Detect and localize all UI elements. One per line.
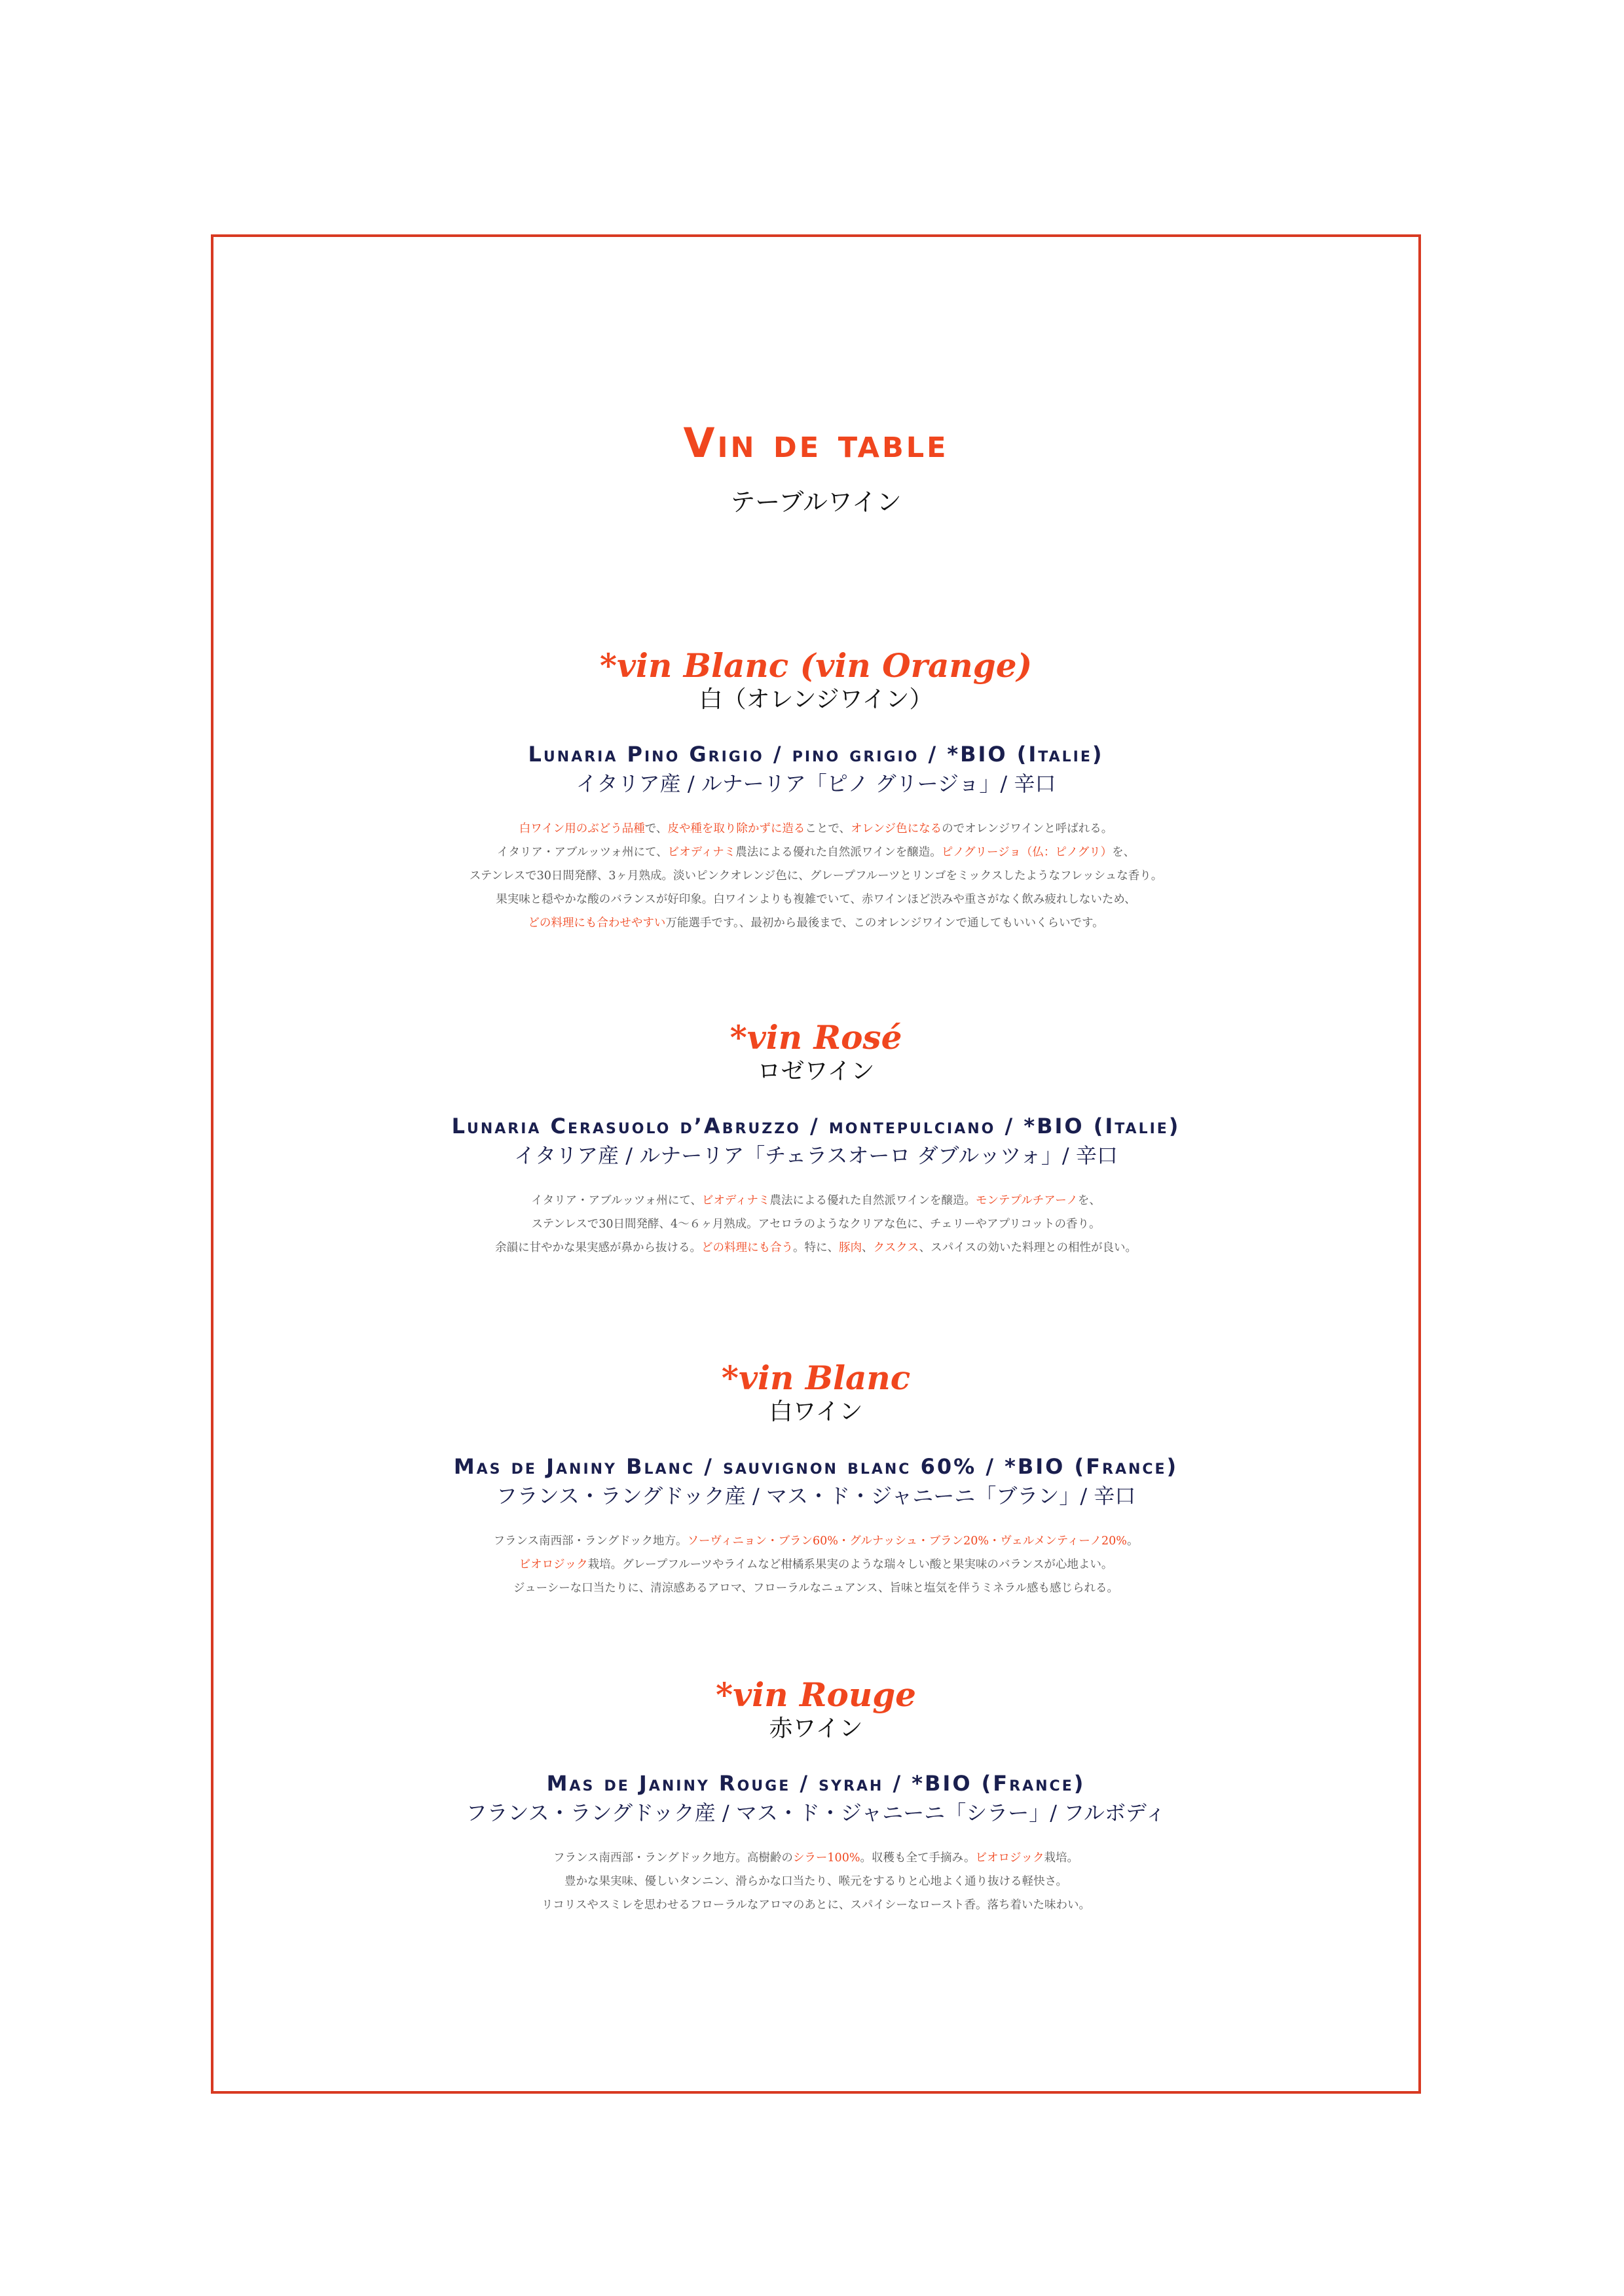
- description-highlight: ビオロジック: [519, 1558, 588, 1571]
- wine-description: [211, 817, 1421, 935]
- description-highlight: ビオロジック: [975, 1851, 1044, 1865]
- description-text: ジューシーな口当たりに、清涼感あるアロマ、フローラルなニュアンス、旨味と塩気を伴うミネラル感も感じられる。: [513, 1582, 1118, 1595]
- description-line: [211, 1212, 1421, 1236]
- wine-name: Mas de Janiny Blanc / sauvignon blanc 60% / *BIO (France): [453, 1454, 1179, 1479]
- description-text: 果実味と穏やかな酸のバランスが好印象。白ワインよりも複雑でいて、赤ワインほど渋みや重さがなく飲み疲れしないため、: [496, 893, 1136, 906]
- description-line: [211, 1870, 1421, 1893]
- category-title: *vin Blanc (vin Orange): [599, 646, 1033, 685]
- category-title-jp: 白（オレンジワイン）: [699, 686, 933, 713]
- description-text: イタリア・アブルッツォ州にて、: [531, 1194, 702, 1207]
- description-line: [211, 1189, 1421, 1212]
- description-line: [211, 911, 1421, 935]
- description-text: を、: [1077, 1194, 1101, 1207]
- category-title: *vin Rosé: [729, 1018, 902, 1057]
- description-line: [211, 817, 1421, 841]
- description-highlight: クスクス: [873, 1241, 919, 1254]
- description-line: [211, 864, 1421, 888]
- wine-section-blanc: [211, 1359, 1421, 1600]
- description-text: を、: [1112, 846, 1135, 859]
- wine-description: [211, 1529, 1421, 1600]
- category-title: *vin Rouge: [716, 1675, 916, 1714]
- wine-name-jp: イタリア産 / ルナーリア「チェラスオーロ ダブルッツォ」/ 辛口: [514, 1143, 1118, 1168]
- description-highlight: 皮や種を取り除かずに造る: [667, 822, 805, 835]
- description-text: 豊かな果実味、優しいタンニン、滑らかな口当たり、喉元をするりと心地よく通り抜ける軽快さ。: [564, 1875, 1067, 1888]
- wine-section-rose: [211, 1019, 1421, 1260]
- category-title: *vin Blanc: [721, 1358, 911, 1397]
- description-line: [211, 1893, 1421, 1917]
- wine-name: Mas de Janiny Rouge / syrah / *BIO (France): [546, 1771, 1086, 1796]
- description-highlight: シラー100%: [792, 1851, 860, 1865]
- category-title-jp: 赤ワイン: [769, 1715, 863, 1742]
- description-line: [211, 1529, 1421, 1553]
- description-text: ステンレスで30日間発酵、3ヶ月熟成。淡いピンクオレンジ色に、グレープフルーツとリンゴをミックスしたようなフレッシュな香り。: [469, 869, 1163, 883]
- description-highlight: ビオディナミ: [701, 1194, 770, 1207]
- description-text: 栽培。: [1044, 1851, 1079, 1865]
- description-line: [211, 888, 1421, 911]
- description-text: リコリスやスミレを思わせるフローラルなアロマのあとに、スパイシーなロースト香。落ち着いた味わい。: [542, 1899, 1090, 1912]
- description-text: ことで、: [805, 822, 851, 835]
- wine-name-jp: フランス・ラングドック産 / マス・ド・ジャニーニ「ブラン」/ 辛口: [496, 1484, 1136, 1508]
- description-text: フランス南西部・ラングドック地方。: [493, 1535, 688, 1548]
- description-highlight: 白ワイン用のぶどう品種: [519, 822, 645, 835]
- description-highlight: どの料理にも合わせやすい: [528, 917, 666, 930]
- description-text: 栽培。グレープフルーツやライムなど柑橘系果実のような瑞々しい酸と果実味のバランスが心地よい。: [587, 1558, 1113, 1571]
- wine-name: Lunaria Cerasuolo d’Abruzzo / montepulciano / *BIO (Italie): [451, 1114, 1181, 1139]
- description-text: 余韻に甘やかな果実感が鼻から抜ける。: [494, 1241, 701, 1254]
- description-text: 農法による優れた自然派ワインを醸造。: [769, 1194, 976, 1207]
- wine-name-jp: フランス・ラングドック産 / マス・ド・ジャニーニ「シラー」/ フルボディ: [466, 1800, 1166, 1825]
- description-highlight: ビオディナミ: [667, 846, 736, 859]
- description-line: [211, 1553, 1421, 1576]
- description-line: [211, 1236, 1421, 1260]
- description-line: [211, 1846, 1421, 1870]
- page-subtitle: テーブルワイン: [730, 488, 902, 517]
- description-highlight: オレンジ色になる: [851, 822, 942, 835]
- description-text: フランス南西部・ラングドック地方。高樹齢の: [553, 1851, 793, 1865]
- wine-description: [211, 1189, 1421, 1260]
- category-title-jp: 白ワイン: [769, 1398, 863, 1425]
- description-highlight: モンテプルチアーノ: [975, 1194, 1078, 1207]
- page-title: Vin de table: [683, 419, 949, 467]
- description-line: [211, 1576, 1421, 1600]
- description-text: 。収穫も全て手摘み。: [860, 1851, 976, 1865]
- description-highlight: 豚肉: [838, 1241, 862, 1254]
- description-highlight: ソーヴィニョン・ブラン60%・グルナッシュ・ブラン20%・ヴェルメンティーノ20%: [687, 1535, 1127, 1548]
- category-title-jp: ロゼワイン: [757, 1058, 875, 1085]
- description-text: 。特に、: [792, 1241, 839, 1254]
- description-text: で、: [644, 822, 668, 835]
- description-text: 万能選手です。、最初から最後まで、このオレンジワインで通してもいいくらいです。: [665, 917, 1104, 930]
- wine-section-rouge: [211, 1676, 1421, 1917]
- description-text: 、スパイスの効いた料理との相性が良い。: [919, 1241, 1137, 1254]
- description-text: 農法による優れた自然派ワインを醸造。: [735, 846, 942, 859]
- description-text: イタリア・アブルッツォ州にて、: [496, 846, 668, 859]
- wine-description: [211, 1846, 1421, 1917]
- description-highlight: どの料理にも合う: [701, 1241, 793, 1254]
- description-text: のでオレンジワインと呼ばれる。: [942, 822, 1113, 835]
- wine-name: Lunaria Pino Grigio / pino grigio / *BIO (Italie): [528, 742, 1104, 767]
- description-text: ステンレスで30日間発酵、4〜６ヶ月熟成。アセロラのようなクリアな色に、チェリーやアプリコットの香り。: [531, 1218, 1101, 1231]
- description-text: 、: [861, 1241, 874, 1254]
- description-line: [211, 841, 1421, 864]
- wine-name-jp: イタリア産 / ルナーリア「ピノ グリージョ」/ 辛口: [576, 771, 1056, 796]
- description-text: 。: [1126, 1535, 1139, 1548]
- wine-section-orange: [211, 647, 1421, 935]
- description-highlight: ピノグリージョ（仏：ピノグリ）: [941, 846, 1113, 859]
